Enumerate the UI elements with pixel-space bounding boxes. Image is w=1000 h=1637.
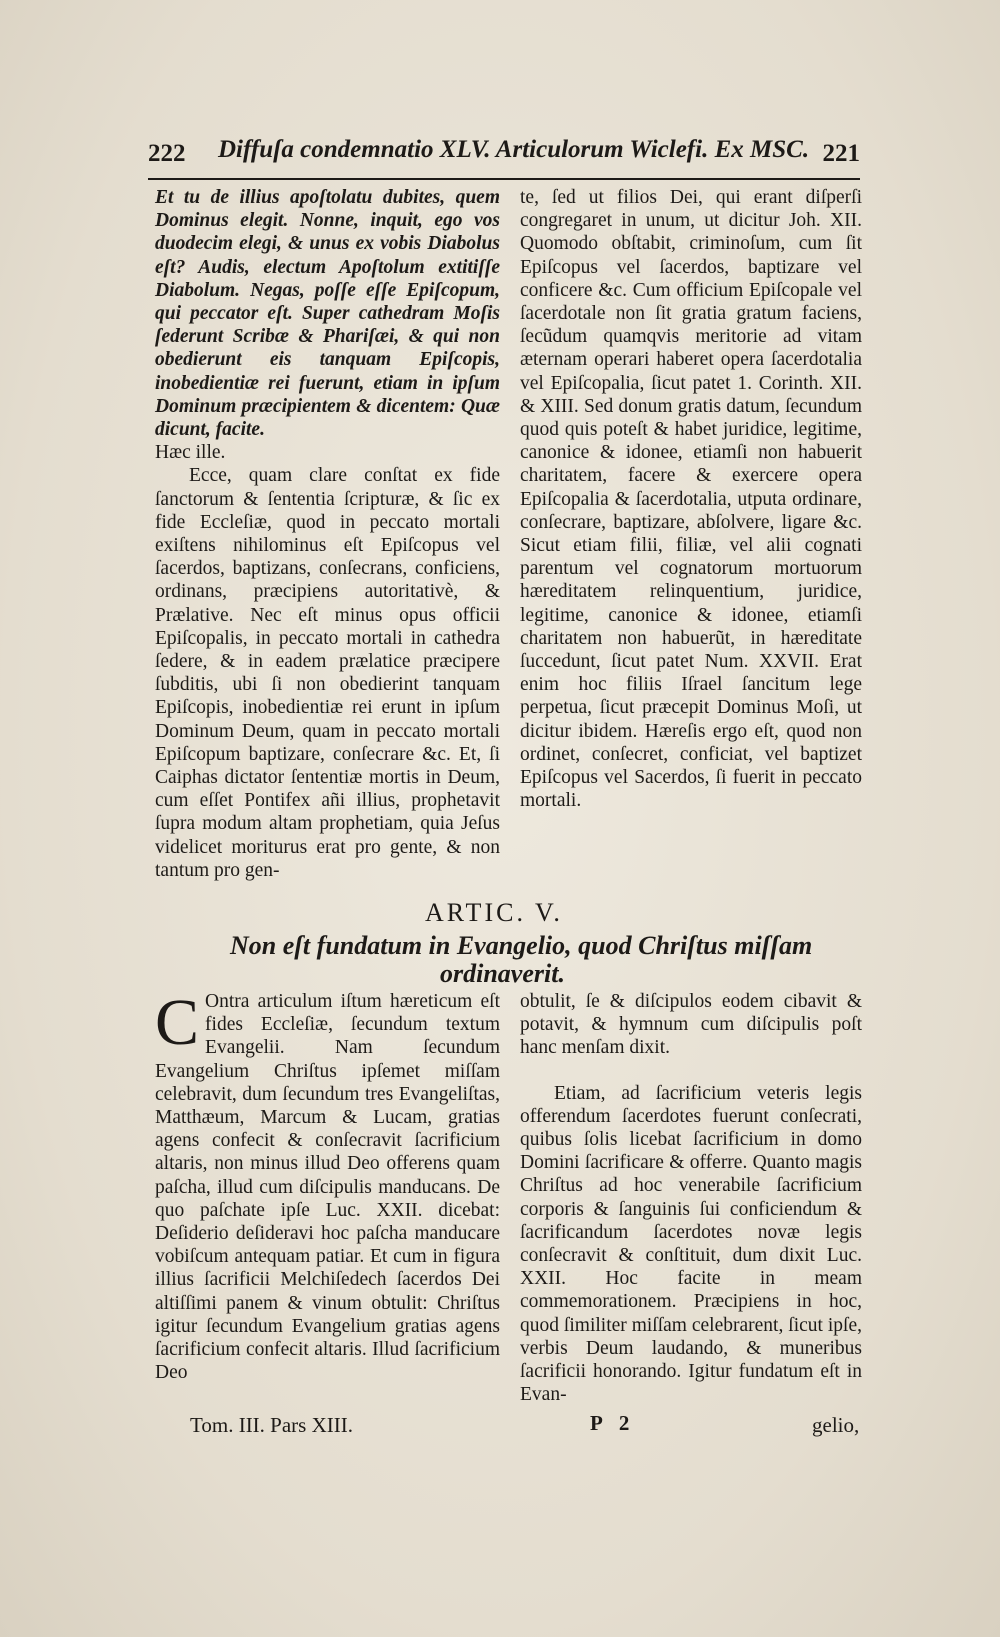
article-title-line-1: Non eſt fundatum in Evangelio, quod Chriſtus miſſam (230, 931, 813, 960)
signature-mark: P 2 (590, 1411, 636, 1435)
article-paragraph-2: Etiam, ad ſacrificium veteris legis offerendum ſacerdotes fuerunt conſecrati, quibus ſolis licebat ſacrificium in domo Domini ſacrificare & offerre. Quanto magis Chriſtus ad hoc venerabile ſacrificium corporis & ſanguinis ſui conficiendum & ſacrificandum ſacerdotes novæ legis conſecravit & conſtituit, dum dixit Luc. XXII. Hoc facite in meam commemorationem. Præcipiens in hoc, quod ſimiliter miſſam celebrarent, ſicut ipſe, verbis Deum laudando, & muneribus ſacrificii honorando. Igitur fundatum eſt in Evan- (520, 1082, 862, 1406)
article-title-line-2: ordinaverit. (440, 959, 565, 988)
article-title (230, 932, 850, 988)
augustine-quotation: Et tu de illius apoſtolatu dubites, quem Dominus elegit. Nonne, inquit, ego vos duodecim elegi, & unus ex vobis Diabolus eſt? Audis, electum Apoſtolum extitiſſe Diabolum. Negas, poſſe eſſe Epiſcopum, qui peccator eſt. Super cathedram Moſis ſederunt Scribæ & Phariſæi, & qui non obedierunt eis tanquam Epiſcopis, inobedientiæ rei fuerunt, etiam in ipſum Dominum præcipientem & dicentem: Quæ dicunt, facite. (155, 187, 500, 441)
drop-cap: C (155, 986, 200, 1059)
lower-right-column (520, 990, 862, 1406)
lower-left-column (155, 986, 500, 1384)
article-paragraph-1-continuation: obtulit, ſe & diſcipulos eodem cibavit & potavit, & hymnum cum diſcipulis poſt hanc menſam dixit. (520, 991, 862, 1059)
upper-left-column (155, 186, 500, 882)
commentary-continuation: te, ſed ut filios Dei, qui erant diſperſi congregaret in unum, ut dicitur Joh. XII. Quomodo obſtabit, criminoſum, cum ſit Epiſcopus vel ſacerdos, baptizare vel conficere &c. Cum officium Epiſcopale vel ſacerdotale non ſit gratia gratum faciens, ſecũdum quamqvis meritorie ad vitam æternam operari haberet opera ſacerdotalia vel Epiſcopalia, ſicut patet 1. Corinth. XII. & XIII. Sed donum gratis datum, ſecundum quod quis poteſt & habet juridice, legitime, canonice & idonee, etiamſi non habuerit charitatem, facere & exercere opera Epiſcopalia & ſacerdotalia, utputa ordinare, conſecrare, baptizare, abſolvere, ligare &c. Sicut etiam filii, filiæ, vel alii cognati parentum vel cognatorum mortuorum hæreditatem relinquentium, juridice, legitime, canonice & idonee, etiamſi charitatem non habuerũt, in hæreditate ſuccedunt, ſicut patet Num. XXVII. Erat enim hoc filiis Iſrael ſancitum lege perpetua, ſicut præcepit Dominus Moſi, ut dicitur ibidem. Hæreſis ergo eſt, quod non ordinet, conſecret, conficiat, vel baptizet Epiſcopus vel Sacerdos, ſi fuerit in peccato mortali. (520, 187, 862, 812)
article-heading: ARTIC. V. (425, 898, 563, 927)
quotation-close: Hæc ille. (155, 442, 226, 464)
article-paragraph-1-text: Ontra articulum iſtum hæreticum eſt fides Eccleſiæ, ſecundum textum Evangelii. Nam ſecundum Evangelium Chriſtus ipſemet miſſam celebravit, dum ſecundum tres Evangeliſtas, Matthæum, Marcum & Lucam, gratias agens confecit & conſecravit ſacrificium altaris, non minus illud Deo offerens quam paſcha, illud cum diſcipulis manducans. De quo paſchate ipſe Luc. XXII. dicebat: Deſiderio deſideravi hoc paſcha manducare vobiſcum antequam patiar. Et cum in figura illius ſacrificii Melchiſedech ſacerdos Dei altiſſimi panem & vinum obtulit: Chriſtus igitur ſecundum Evangelium gratias agens ſacrificium confecit altaris. Illud ſacrificium Deo (155, 991, 500, 1384)
article-paragraph-1 (155, 986, 500, 1384)
left-page-number: 222 (148, 140, 186, 167)
right-page-number: 221 (822, 140, 860, 167)
running-title: Diffuſa condemnatio XLV. Articulorum Wiclefi. Ex MSC. (218, 136, 810, 163)
upper-right-column (520, 186, 862, 812)
commentary-paragraph: Ecce, quam clare conſtat ex fide ſanctorum & ſententia ſcripturæ, & ſic ex fide Eccleſiæ, quod in peccato mortali exiſtens nihilominus eſt Epiſcopus vel ſacerdos, baptizans, conſecrans, conficiens, ordinans, præcipiens autoritativè, & Prælative. Nec eſt minus opus officii Epiſcopalis, in peccato mortali in cathedra ſedere, & in eadem prælatice præcipere ſubditis, ubi ſi non obedierint tanquam Epiſcopis, inobedientiæ rei erunt in ipſum Dominum Deum, quam in peccato mortali Epiſcopum baptizare, conſecrare &c. Et, ſi Caiphas dictator ſententiæ mortis in Deum, cum eſſet Pontifex añi illius, prophetavit ſupra modum altam prophetiam, quia Jeſus videlicet moriturus erat pro gente, & non tantum pro gen- (155, 465, 500, 881)
volume-note: Tom. III. Pars XIII. (190, 1413, 353, 1437)
catchword: gelio, (812, 1413, 860, 1437)
running-header (148, 136, 860, 176)
header-rule (148, 178, 860, 180)
